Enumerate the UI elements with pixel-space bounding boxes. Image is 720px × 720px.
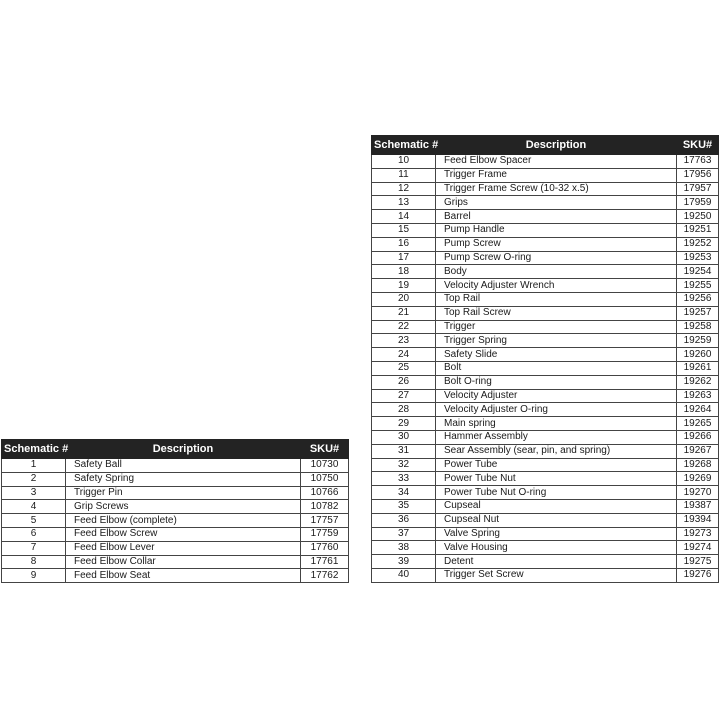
schematic-number-cell: 28: [372, 403, 436, 417]
schematic-header: Schematic #: [372, 136, 436, 155]
schematic-number-cell: 13: [372, 196, 436, 210]
description-cell: Sear Assembly (sear, pin, and spring): [436, 444, 677, 458]
schematic-number-cell: 27: [372, 389, 436, 403]
description-cell: Velocity Adjuster Wrench: [436, 279, 677, 293]
description-cell: Detent: [436, 555, 677, 569]
sku-cell: 17957: [677, 182, 719, 196]
schematic-number-cell: 33: [372, 472, 436, 486]
sku-cell: 10766: [301, 486, 349, 500]
description-cell: Grips: [436, 196, 677, 210]
table-row: [2, 472, 349, 486]
sku-cell: 17760: [301, 541, 349, 555]
sku-cell: 10782: [301, 500, 349, 514]
table-row: [2, 541, 349, 555]
description-header: Description: [66, 440, 301, 459]
table-row: [372, 223, 719, 237]
description-cell: Power Tube Nut: [436, 472, 677, 486]
schematic-number-cell: 12: [372, 182, 436, 196]
table-row: [372, 541, 719, 555]
description-cell: Bolt O-ring: [436, 375, 677, 389]
sku-cell: 19258: [677, 320, 719, 334]
table-row: [372, 182, 719, 196]
sku-header: SKU#: [301, 440, 349, 459]
table-row: [372, 348, 719, 362]
table-row: [372, 196, 719, 210]
schematic-number-cell: 3: [2, 486, 66, 500]
description-cell: Body: [436, 265, 677, 279]
description-cell: Feed Elbow Screw: [66, 527, 301, 541]
schematic-header: Schematic #: [2, 440, 66, 459]
description-cell: Pump Screw: [436, 237, 677, 251]
description-cell: Power Tube Nut O-ring: [436, 486, 677, 500]
sku-cell: 17959: [677, 196, 719, 210]
sku-cell: 19387: [677, 499, 719, 513]
schematic-number-cell: 35: [372, 499, 436, 513]
table-row: [372, 513, 719, 527]
parts-table-left: [1, 439, 349, 583]
table-row: [2, 555, 349, 569]
sku-cell: 19268: [677, 458, 719, 472]
description-cell: Cupseal Nut: [436, 513, 677, 527]
table-row: [372, 279, 719, 293]
schematic-number-cell: 6: [2, 527, 66, 541]
table-row: [372, 237, 719, 251]
sku-cell: 19394: [677, 513, 719, 527]
parts-table-right: [371, 135, 719, 583]
description-cell: Feed Elbow (complete): [66, 514, 301, 528]
sku-cell: 19261: [677, 361, 719, 375]
schematic-number-cell: 39: [372, 555, 436, 569]
schematic-number-cell: 11: [372, 168, 436, 182]
table-header-row: [2, 440, 349, 459]
schematic-number-cell: 7: [2, 541, 66, 555]
table-row: [2, 486, 349, 500]
schematic-number-cell: 31: [372, 444, 436, 458]
schematic-number-cell: 5: [2, 514, 66, 528]
description-cell: Pump Handle: [436, 223, 677, 237]
schematic-number-cell: 25: [372, 361, 436, 375]
table-row: [372, 486, 719, 500]
sku-cell: 19274: [677, 541, 719, 555]
table-row: [2, 514, 349, 528]
schematic-number-cell: 10: [372, 155, 436, 169]
table-row: [372, 375, 719, 389]
table-row: [372, 265, 719, 279]
sku-cell: 17763: [677, 155, 719, 169]
sku-cell: 17956: [677, 168, 719, 182]
sku-cell: 19257: [677, 306, 719, 320]
schematic-number-cell: 17: [372, 251, 436, 265]
description-cell: Grip Screws: [66, 500, 301, 514]
description-header: Description: [436, 136, 677, 155]
table-row: [372, 527, 719, 541]
table-row: [372, 155, 719, 169]
table-row: [372, 389, 719, 403]
table-row: [372, 168, 719, 182]
sku-header: SKU#: [677, 136, 719, 155]
description-cell: Top Rail: [436, 292, 677, 306]
table-row: [372, 555, 719, 569]
schematic-number-cell: 19: [372, 279, 436, 293]
description-cell: Bolt: [436, 361, 677, 375]
sku-cell: 19269: [677, 472, 719, 486]
schematic-number-cell: 37: [372, 527, 436, 541]
sku-cell: 19266: [677, 430, 719, 444]
schematic-number-cell: 24: [372, 348, 436, 362]
description-cell: Hammer Assembly: [436, 430, 677, 444]
schematic-number-cell: 40: [372, 568, 436, 582]
schematic-number-cell: 20: [372, 292, 436, 306]
table-row: [372, 306, 719, 320]
table-row: [372, 251, 719, 265]
table-row: [372, 430, 719, 444]
sku-cell: 17762: [301, 569, 349, 583]
schematic-number-cell: 18: [372, 265, 436, 279]
table-row: [372, 458, 719, 472]
description-cell: Trigger Pin: [66, 486, 301, 500]
sku-cell: 19260: [677, 348, 719, 362]
description-cell: Feed Elbow Spacer: [436, 155, 677, 169]
schematic-number-cell: 32: [372, 458, 436, 472]
schematic-number-cell: 8: [2, 555, 66, 569]
sku-cell: 19263: [677, 389, 719, 403]
sku-cell: 19259: [677, 334, 719, 348]
table-row: [2, 459, 349, 473]
description-cell: Feed Elbow Collar: [66, 555, 301, 569]
schematic-number-cell: 38: [372, 541, 436, 555]
table-row: [372, 499, 719, 513]
description-cell: Barrel: [436, 210, 677, 224]
schematic-number-cell: 23: [372, 334, 436, 348]
description-cell: Valve Housing: [436, 541, 677, 555]
sku-cell: 19265: [677, 417, 719, 431]
sku-cell: 19251: [677, 223, 719, 237]
table-row: [372, 210, 719, 224]
description-cell: Trigger Spring: [436, 334, 677, 348]
schematic-number-cell: 16: [372, 237, 436, 251]
sku-cell: 10730: [301, 459, 349, 473]
table-row: [372, 568, 719, 582]
schematic-number-cell: 34: [372, 486, 436, 500]
sku-cell: 17757: [301, 514, 349, 528]
description-cell: Main spring: [436, 417, 677, 431]
schematic-number-cell: 1: [2, 459, 66, 473]
description-cell: Valve Spring: [436, 527, 677, 541]
description-cell: Trigger Set Screw: [436, 568, 677, 582]
schematic-number-cell: 14: [372, 210, 436, 224]
parts-table-right-body: [372, 155, 719, 583]
table-row: [372, 361, 719, 375]
description-cell: Trigger: [436, 320, 677, 334]
table-row: [372, 334, 719, 348]
description-cell: Feed Elbow Seat: [66, 569, 301, 583]
table-row: [372, 320, 719, 334]
sku-cell: 19270: [677, 486, 719, 500]
description-cell: Top Rail Screw: [436, 306, 677, 320]
schematic-number-cell: 4: [2, 500, 66, 514]
schematic-number-cell: 29: [372, 417, 436, 431]
table-row: [2, 527, 349, 541]
sku-cell: 19267: [677, 444, 719, 458]
description-cell: Power Tube: [436, 458, 677, 472]
description-cell: Safety Slide: [436, 348, 677, 362]
schematic-number-cell: 36: [372, 513, 436, 527]
sku-cell: 17759: [301, 527, 349, 541]
sku-cell: 19254: [677, 265, 719, 279]
description-cell: Velocity Adjuster: [436, 389, 677, 403]
table-row: [372, 292, 719, 306]
sku-cell: 19262: [677, 375, 719, 389]
schematic-number-cell: 2: [2, 472, 66, 486]
sku-cell: 17761: [301, 555, 349, 569]
sku-cell: 19255: [677, 279, 719, 293]
description-cell: Trigger Frame: [436, 168, 677, 182]
table-row: [2, 500, 349, 514]
table-row: [372, 403, 719, 417]
description-cell: Pump Screw O-ring: [436, 251, 677, 265]
table-header-row: [372, 136, 719, 155]
table-row: [372, 472, 719, 486]
sku-cell: 19252: [677, 237, 719, 251]
sku-cell: 19273: [677, 527, 719, 541]
schematic-number-cell: 22: [372, 320, 436, 334]
description-cell: Velocity Adjuster O-ring: [436, 403, 677, 417]
table-row: [372, 417, 719, 431]
table-row: [372, 444, 719, 458]
schematic-number-cell: 30: [372, 430, 436, 444]
sku-cell: 10750: [301, 472, 349, 486]
sku-cell: 19250: [677, 210, 719, 224]
sku-cell: 19276: [677, 568, 719, 582]
sku-cell: 19275: [677, 555, 719, 569]
schematic-number-cell: 26: [372, 375, 436, 389]
description-cell: Cupseal: [436, 499, 677, 513]
schematic-number-cell: 9: [2, 569, 66, 583]
description-cell: Trigger Frame Screw (10-32 x.5): [436, 182, 677, 196]
description-cell: Safety Ball: [66, 459, 301, 473]
sku-cell: 19264: [677, 403, 719, 417]
sku-cell: 19253: [677, 251, 719, 265]
description-cell: Feed Elbow Lever: [66, 541, 301, 555]
parts-table-left-body: [2, 459, 349, 583]
schematic-number-cell: 15: [372, 223, 436, 237]
sku-cell: 19256: [677, 292, 719, 306]
table-row: [2, 569, 349, 583]
schematic-number-cell: 21: [372, 306, 436, 320]
description-cell: Safety Spring: [66, 472, 301, 486]
